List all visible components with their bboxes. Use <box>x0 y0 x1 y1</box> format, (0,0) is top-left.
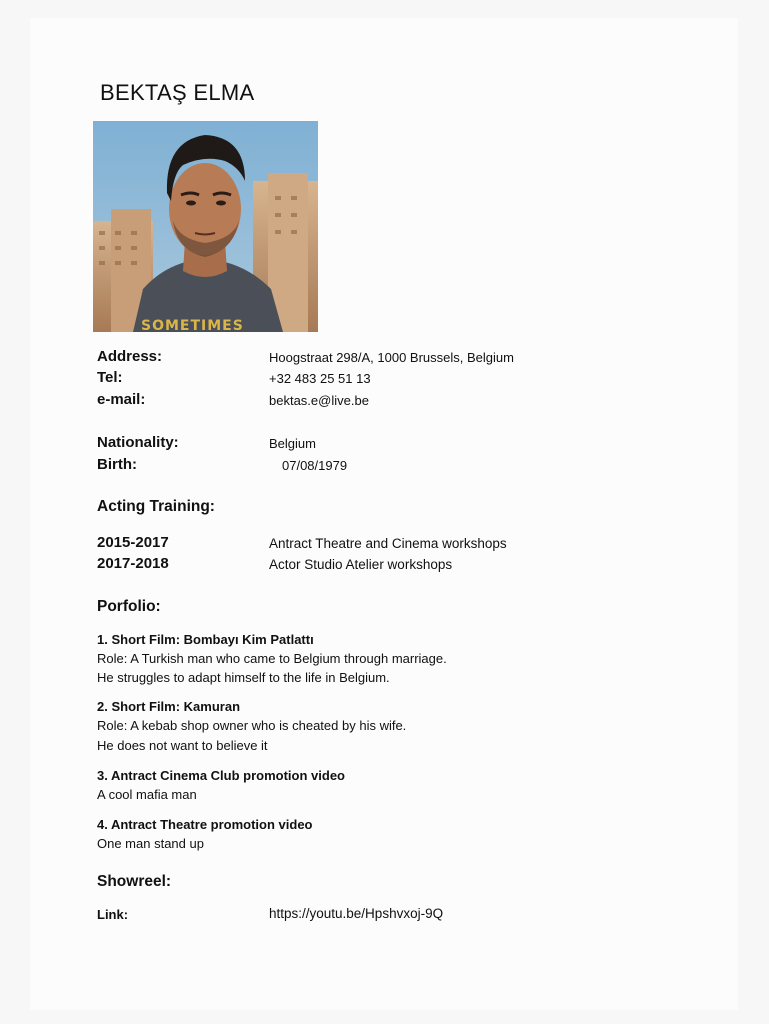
portfolio-item-title: 1. Short Film: Bombayı Kim Patlattı <box>97 632 314 647</box>
training-desc: Actor Studio Atelier workshops <box>269 557 453 572</box>
showreel-heading: Showreel: <box>97 873 172 890</box>
portfolio-item-line: Role: A kebab shop owner who is cheated by his wife. <box>97 718 407 733</box>
nationality-label: Nationality: <box>97 434 179 451</box>
email-label: e-mail: <box>97 391 146 408</box>
portfolio-item-title: 4. Antract Theatre promotion video <box>97 817 313 832</box>
showreel-link-label: Link: <box>97 907 129 922</box>
training-desc: Antract Theatre and Cinema workshops <box>269 536 507 551</box>
person-name: BEKTAŞ ELMA <box>100 80 255 105</box>
portfolio-item-title: 2. Short Film: Kamuran <box>97 699 241 714</box>
training-years: 2015-2017 <box>97 534 169 551</box>
tel-value: +32 483 25 51 13 <box>269 371 371 386</box>
portfolio-item-line: He does not want to believe it <box>97 738 268 753</box>
portfolio-item-title: 3. Antract Cinema Club promotion video <box>97 768 345 783</box>
portfolio-heading: Porfolio: <box>97 598 161 615</box>
nationality-value: Belgium <box>269 436 316 451</box>
showreel-link[interactable]: https://youtu.be/Hpshvxoj-9Q <box>269 906 444 921</box>
portrait-photo <box>93 121 318 332</box>
birth-label: Birth: <box>97 456 137 473</box>
tel-label: Tel: <box>97 369 123 386</box>
shirt-print: SOMETIMES <box>141 318 244 332</box>
birth-value: 07/08/1979 <box>282 458 348 473</box>
portfolio-item-line: One man stand up <box>97 836 204 851</box>
training-years: 2017-2018 <box>97 555 169 572</box>
portfolio-item-line: He struggles to adapt himself to the life in Belgium. <box>97 670 390 685</box>
email-value: bektas.e@live.be <box>269 393 369 408</box>
portfolio-item-line: A cool mafia man <box>97 787 197 802</box>
address-label: Address: <box>97 348 163 365</box>
training-heading: Acting Training: <box>97 498 215 515</box>
portfolio-item-line: Role: A Turkish man who came to Belgium through marriage. <box>97 651 447 666</box>
address-value: Hoogstraat 298/A, 1000 Brussels, Belgium <box>269 350 514 365</box>
